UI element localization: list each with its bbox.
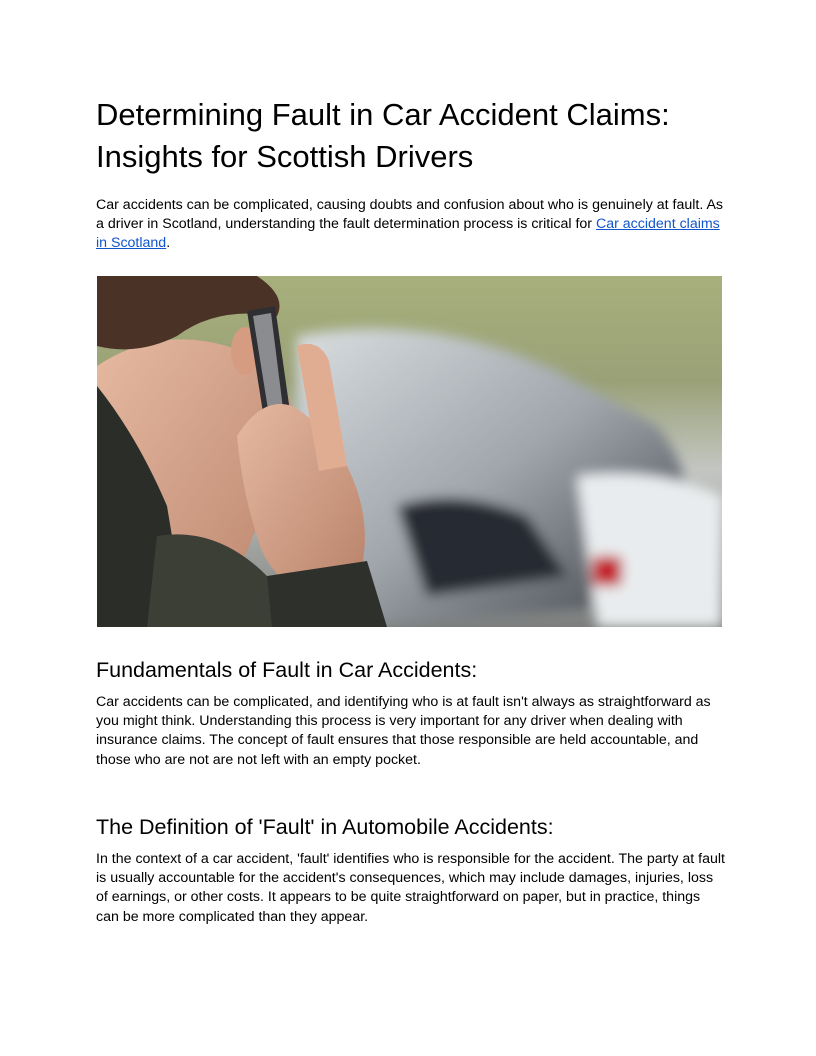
section-heading-definition: The Definition of 'Fault' in Automobile Accidents: bbox=[96, 815, 554, 839]
title-line-1: Determining Fault in Car Accident Claims: bbox=[96, 97, 670, 132]
section-heading-fundamentals: Fundamentals of Fault in Car Accidents: bbox=[96, 658, 478, 682]
title-line-2: Insights for Scottish Drivers bbox=[96, 139, 474, 174]
section-body-definition: In the context of a car accident, 'fault' identifies who is responsible for the accident. The party at fault is usually accountable for the accident's consequences, which may include damages, injuries, loss of earnings, or other costs. It appears to be quite straightforward on paper, but in practice, things can be more complicated than they appear. bbox=[96, 851, 725, 925]
page-title bbox=[96, 94, 736, 178]
intro-text: Car accidents can be complicated, causing doubts and confusion about who is genuinely at fault. As a driver in Scotland, understanding the fault determination process is critical for bbox=[96, 197, 724, 233]
accident-photo bbox=[97, 276, 722, 627]
intro-paragraph bbox=[96, 196, 726, 254]
section-body-fundamentals: Car accidents can be complicated, and identifying who is at fault isn't always as straightforward as you might think. Understanding this process is very important for any driver when dealing with insurance claims. The concept of fault ensures that those responsible are held accountable, and those who are not are not left with an empty pocket. bbox=[96, 694, 711, 768]
car-accident-claims-link[interactable]: Car accident claims in Scotland bbox=[96, 216, 720, 252]
intro-end: . bbox=[166, 235, 171, 252]
